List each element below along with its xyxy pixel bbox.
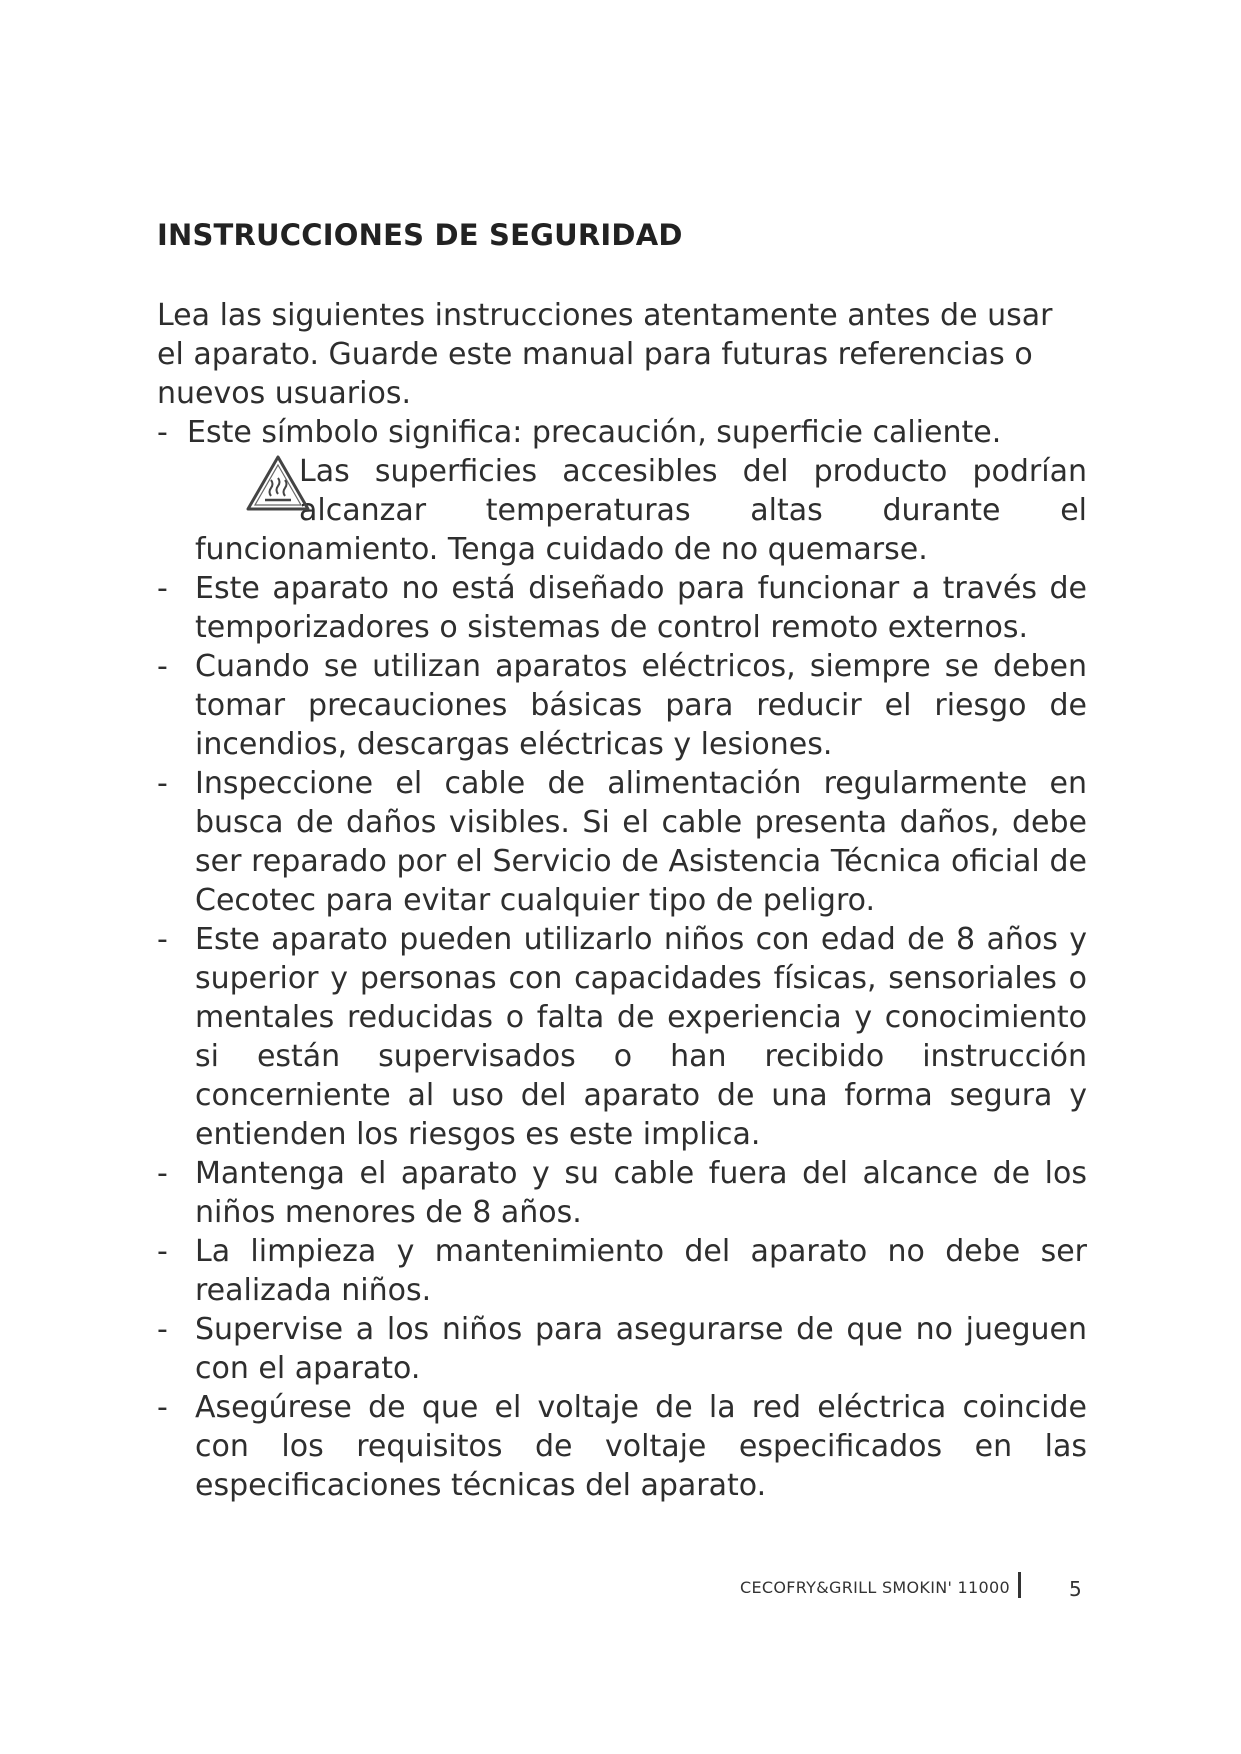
symbol-lead-text: Este símbolo significa: precaución, superficie caliente. (187, 415, 1002, 450)
footer-model-name: CECOFRY&GRILL SMOKIN' 11000 (740, 1578, 1010, 1597)
page-title: INSTRUCCIONES DE SEGURIDAD (157, 218, 683, 252)
list-dash: - (157, 415, 168, 450)
list-item-hot-surface (157, 413, 1087, 569)
list-item (157, 920, 1087, 1154)
list-item-text: Cuando se utilizan aparatos eléctricos, siempre se deben tomar precauciones básicas para reducir el riesgo de incendios, descargas eléctricas y lesiones. (195, 649, 1087, 762)
list-item (157, 1388, 1087, 1505)
hot-surface-row (195, 452, 1087, 530)
page-footer (740, 1578, 1100, 1608)
list-item-text: La limpieza y mantenimiento del aparato no debe ser realizada niños. (195, 1234, 1087, 1308)
list-dash: - (157, 1156, 168, 1191)
list-item (157, 1232, 1087, 1310)
list-item (157, 1154, 1087, 1232)
list-item-text: Este aparato no está diseñado para funcionar a través de temporizadores o sistemas de control remoto externos. (195, 571, 1087, 645)
list-item-text: Mantenga el aparato y su cable fuera del alcance de los niños menores de 8 años. (195, 1156, 1087, 1230)
page-number: 5 (1069, 1577, 1082, 1601)
list-dash: - (157, 571, 168, 606)
list-dash: - (157, 1390, 168, 1425)
list-dash: - (157, 1234, 168, 1269)
safety-list (157, 413, 1087, 1505)
hot-surface-text-tail: funcionamiento. Tenga cuidado de no quemarse. (195, 532, 928, 567)
list-dash: - (157, 922, 168, 957)
list-item (157, 647, 1087, 764)
hot-surface-text: Las superficies accesibles del producto podrían alcanzar temperaturas altas durante el (299, 454, 1087, 528)
list-dash: - (157, 766, 168, 801)
hot-surface-warning-icon (245, 454, 311, 512)
list-item-text: Este aparato pueden utilizarlo niños con edad de 8 años y superior y personas con capacidades físicas, sensoriales o mentales reducidas o falta de experiencia y conocimiento si están supervisados o han recibido instrucción concerniente al uso del aparato de una forma segura y entienden los riesgos es este implica. (195, 922, 1087, 1152)
intro-paragraph: Lea las siguientes instrucciones atentamente antes de usar el aparato. Guarde este manual para futuras referencias o nuevos usuarios. (157, 298, 1053, 411)
list-item (157, 569, 1087, 647)
safety-instructions-body (157, 296, 1087, 1505)
list-dash: - (157, 649, 168, 684)
list-item (157, 764, 1087, 920)
list-item-text: Asegúrese de que el voltaje de la red eléctrica coincide con los requisitos de voltaje especificados en las especificaciones técnicas del aparato. (195, 1390, 1087, 1503)
list-dash: - (157, 1312, 168, 1347)
footer-divider (1018, 1572, 1021, 1598)
list-item-text: Inspeccione el cable de alimentación regularmente en busca de daños visibles. Si el cable presenta daños, debe ser reparado por el Servicio de Asistencia Técnica oficial de Cecotec para evitar cualquier tipo de peligro. (195, 766, 1087, 918)
list-item (157, 1310, 1087, 1388)
list-item-text: Supervise a los niños para asegurarse de que no jueguen con el aparato. (195, 1312, 1087, 1386)
